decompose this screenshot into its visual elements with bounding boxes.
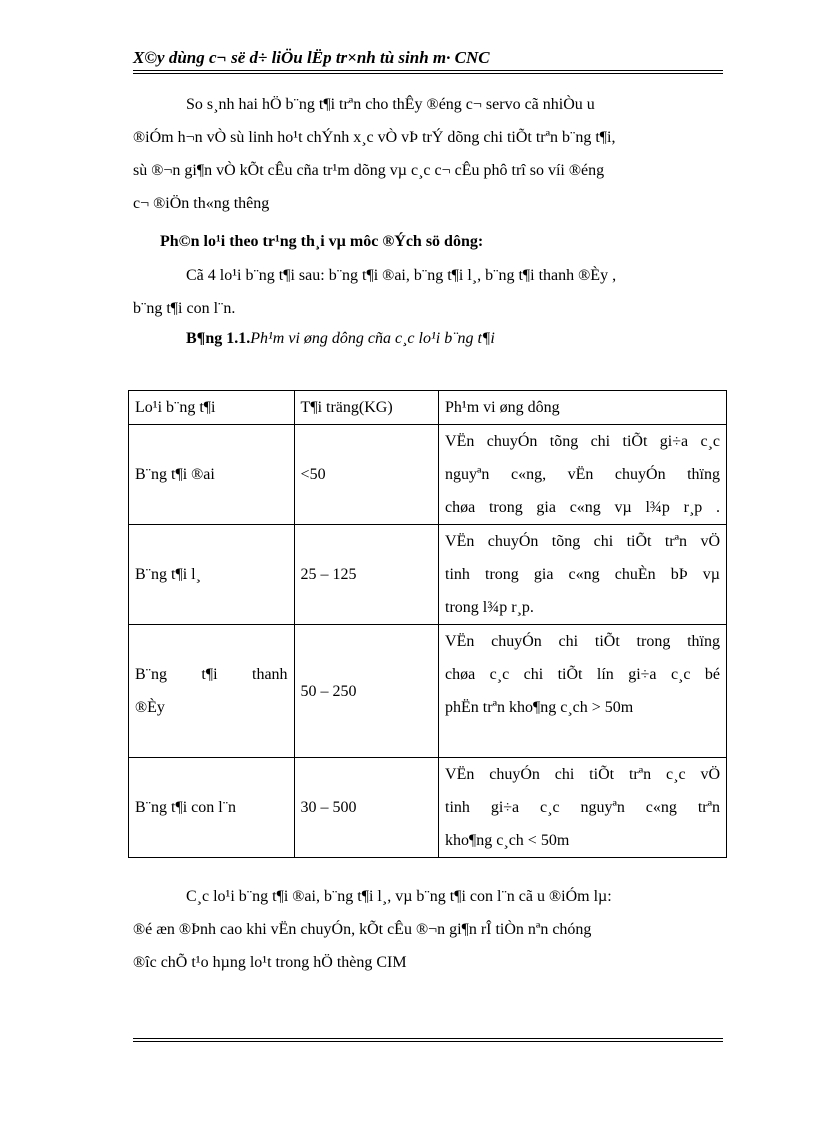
header-rule-top bbox=[133, 70, 723, 71]
usage-cell: VËn chuyÓn tõng chi tiÕt trªn vÖ tinh trong gia c«ng chuÈn bÞ vµ trong l¾p r¸p. bbox=[439, 525, 727, 625]
load-cell: 30 – 500 bbox=[294, 758, 438, 858]
table-row bbox=[129, 625, 727, 758]
type-cell: B¨ng t¶i l¸ bbox=[129, 525, 295, 625]
load-cell: 50 – 250 bbox=[294, 625, 438, 758]
table-row bbox=[129, 758, 727, 858]
type-cell: B¨ng t¶i con l¨n bbox=[129, 758, 295, 858]
type-cell: B¨ng t¶i thanh ®Èy bbox=[129, 625, 295, 758]
table-header-cell: Ph¹m vi øng dông bbox=[439, 391, 727, 425]
usage-cell: VËn chuyÓn tõng chi tiÕt gi÷a c¸c nguyªn c«ng, vËn chuyÓn thïng chøa trong gia c«ng vµ l¾p r¸p . bbox=[439, 425, 727, 525]
table-caption-number: B¶ng 1.1. bbox=[186, 330, 251, 347]
paragraph-line: ®îc chÕ t¹o hµng lo¹t trong hÖ thèng CIM bbox=[133, 954, 407, 971]
types-paragraph bbox=[133, 259, 725, 325]
section-heading: Ph©n lo¹i theo tr¹ng th¸i vµ môc ®Ých sö dông: bbox=[160, 233, 484, 250]
conveyor-table bbox=[128, 390, 727, 858]
paragraph-line: sù ®¬n gi¶n vÒ kÕt cÊu cña tr¹m dõng vµ c¸c c¬ cÊu phô trî so víi ®éng bbox=[133, 162, 605, 179]
table-header-cell: Lo¹i b¨ng t¶i bbox=[129, 391, 295, 425]
paragraph-line: Cã 4 lo¹i b¨ng t¶i sau: b¨ng t¶i ®ai, b¨ng t¶i l¸, b¨ng t¶i thanh ®Èy , bbox=[186, 267, 617, 284]
paragraph-line: b¨ng t¶i con l¨n. bbox=[133, 300, 236, 317]
table-caption bbox=[186, 330, 495, 348]
table-caption-text: Ph¹m vi øng dông cña c¸c lo¹i b¨ng t¶i bbox=[250, 330, 495, 347]
header-rule-bottom bbox=[133, 73, 723, 74]
intro-paragraph bbox=[133, 88, 725, 220]
running-header: X©y dùng c¬ së d÷ liÖu lËp tr×nh tù sinh m· CNC bbox=[133, 48, 490, 67]
usage-cell: VËn chuyÓn chi tiÕt trªn c¸c vÖ tinh gi÷a c¸c nguyªn c«ng trªn kho¶ng c¸ch < 50m bbox=[439, 758, 727, 858]
paragraph-line: c¬ ®iÖn th«ng thêng bbox=[133, 195, 270, 212]
closing-paragraph bbox=[133, 880, 725, 979]
paragraph-line: ®iÓm h¬n vÒ sù linh ho¹t chÝnh x¸c vÒ vÞ trÝ dõng chi tiÕt trªn b¨ng t¶i, bbox=[133, 129, 616, 146]
table-row bbox=[129, 525, 727, 625]
load-cell: 25 – 125 bbox=[294, 525, 438, 625]
load-cell: <50 bbox=[294, 425, 438, 525]
footer-rule-top bbox=[133, 1038, 723, 1039]
paragraph-line: ®é æn ®Þnh cao khi vËn chuyÓn, kÕt cÊu ®¬n gi¶n rÎ tiÒn nªn chóng bbox=[133, 921, 592, 938]
table-header-cell: T¶i träng(KG) bbox=[294, 391, 438, 425]
type-cell: B¨ng t¶i ®ai bbox=[129, 425, 295, 525]
usage-cell: VËn chuyÓn chi tiÕt trong thïng chøa c¸c chi tiÕt lín gi÷a c¸c bé phËn trªn kho¶ng c¸ch > 50m bbox=[439, 625, 727, 758]
table-row bbox=[129, 425, 727, 525]
footer-rule-bottom bbox=[133, 1041, 723, 1042]
paragraph-line: So s¸nh hai hÖ b¨ng t¶i trªn cho thÊy ®éng c¬ servo cã nhiÒu u bbox=[186, 96, 595, 113]
paragraph-line: C¸c lo¹i b¨ng t¶i ®ai, b¨ng t¶i l¸, vµ b¨ng t¶i con l¨n cã u ®iÓm lµ: bbox=[186, 888, 612, 905]
table-header-row bbox=[129, 391, 727, 425]
